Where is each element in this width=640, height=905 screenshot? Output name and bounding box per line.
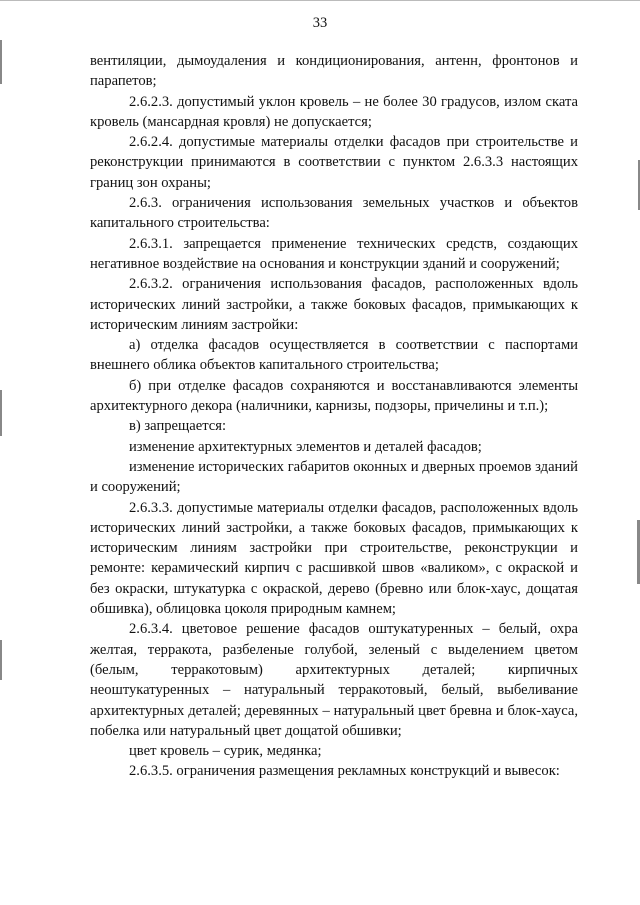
paragraph: а) отделка фасадов осуществляется в соответствии с паспортами внешнего облика объектов капитального строительства;	[90, 337, 578, 374]
paragraph: 2.6.2.4. допустимые материалы отделки фасадов при строительстве и реконструкции принимаются в соответствии с пунктом 2.6.3.3 настоящих границ зон охраны;	[90, 134, 578, 191]
paragraph: изменение исторических габаритов оконных и дверных проемов зданий и сооружений;	[90, 458, 578, 496]
paragraph: 2.6.2.3. допустимый уклон кровель – не более 30 градусов, излом ската кровель (мансардная кровля) не допускается;	[90, 93, 578, 130]
scan-edge-mark	[0, 40, 2, 84]
paragraph: б) при отделке фасадов сохраняются и восстанавливаются элементы архитектурного декора (наличники, карнизы, подзоры, причелины и т.п.);	[90, 377, 578, 415]
paragraph: 2.6.3.1. запрещается применение технических средств, создающих негативное воздействие на основания и конструкции зданий и сооружений;	[90, 235, 578, 272]
page-number: 33	[312, 15, 328, 31]
paragraph: цвет кровель – сурик, медянка;	[129, 743, 322, 760]
scan-edge-mark	[0, 640, 2, 680]
paragraph: в) запрещается:	[129, 418, 227, 435]
document-body	[90, 51, 578, 782]
paragraph: 2.6.3.4. цветовое решение фасадов оштукатуренных – белый, охра желтая, терракота, разбеленые голубой, зеленый с выделением цветом (белым, терракотовым) архитектурных деталей; кирпичных неоштукатуренных – натуральный терракотовый, белый, выбеливание архитектурных деталей; деревянных – натуральный цвет бревна и блок-хауса, побелка или натуральный цвет дощатой обшивки;	[90, 621, 578, 739]
paragraph: вентиляции, дымоудаления и кондиционирования, антенн, фронтонов и парапетов;	[90, 53, 578, 90]
paragraph: 2.6.3. ограничения использования земельных участков и объектов капитального строительства:	[90, 195, 578, 232]
paragraph: 2.6.3.5. ограничения размещения рекламных конструкций и вывесок:	[129, 763, 560, 780]
paragraph: 2.6.3.3. допустимые материалы отделки фасадов, расположенных вдоль исторических линий застройки, а также боковых фасадов, примыкающих к историческим линиям застройки при строительстве, реконструкции и ремонте: керамический кирпич с расшивкой швов «валиком», с окраской и без окраски, штукатурка с окраской, дерево (бревно или блок-хаус, дощатая обшивка), облицовка цоколя природным камнем;	[90, 499, 578, 618]
paragraph: 2.6.3.2. ограничения использования фасадов, расположенных вдоль исторических линий застройки, а также боковых фасадов, примыкающих к историческим линиям застройки:	[90, 276, 578, 333]
scan-edge-mark	[0, 0, 640, 1]
paragraph: изменение архитектурных элементов и деталей фасадов;	[129, 438, 482, 455]
scan-edge-mark	[0, 390, 2, 436]
